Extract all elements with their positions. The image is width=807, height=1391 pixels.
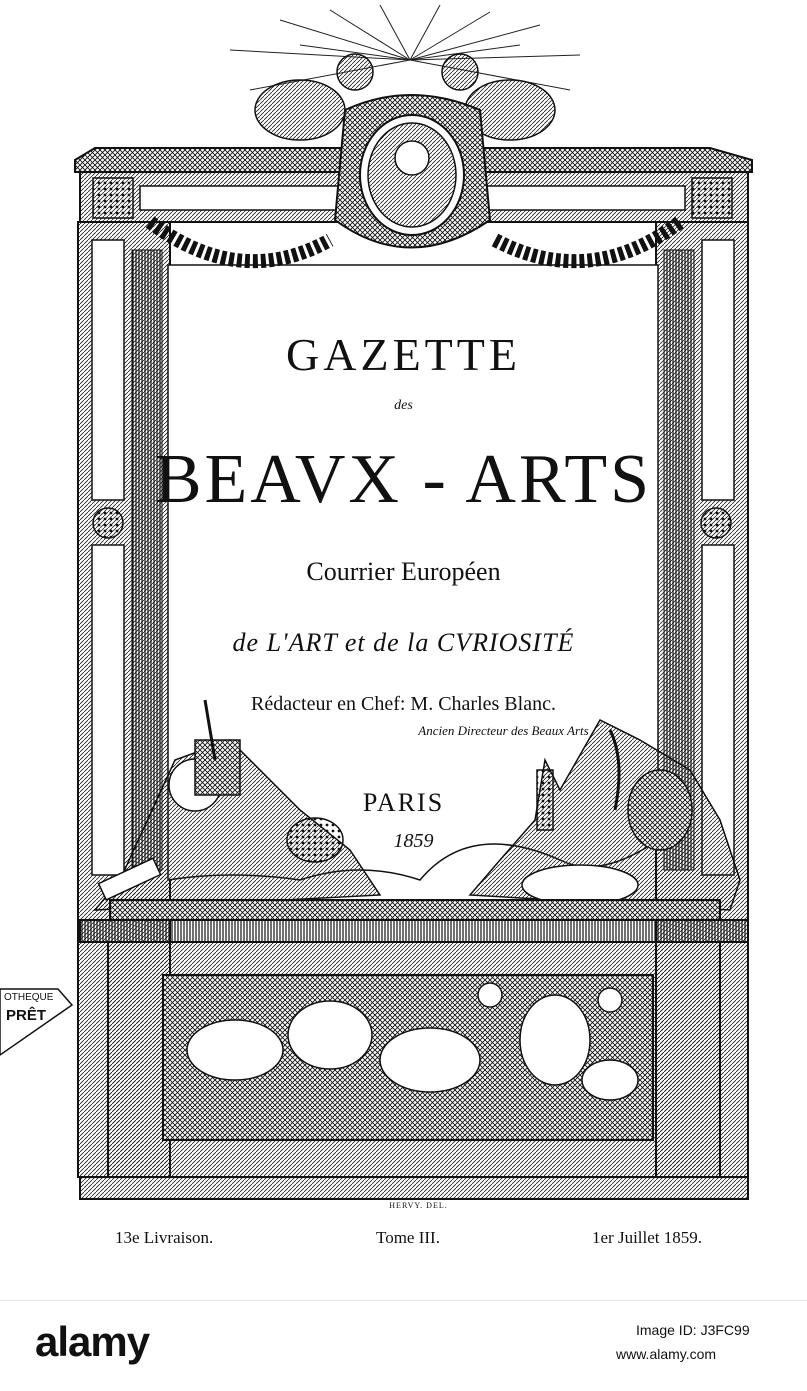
city: PARIS bbox=[362, 788, 445, 817]
site-url[interactable]: www.alamy.com bbox=[616, 1346, 717, 1362]
engraver-credit: HERVY. DEL. bbox=[389, 1201, 448, 1210]
library-stamp bbox=[0, 985, 76, 1065]
alamy-logo[interactable]: alamy bbox=[35, 1318, 150, 1365]
portrait-medallion bbox=[335, 95, 490, 248]
year: 1859 bbox=[393, 830, 434, 852]
title-gazette: GAZETTE bbox=[286, 329, 521, 380]
issue-number: 13e Livraison. bbox=[115, 1228, 214, 1247]
volume-number: Tome III. bbox=[376, 1228, 440, 1247]
image-id-label: Image ID: J3FC99 bbox=[636, 1322, 750, 1338]
editor-note: Ancien Directeur des Beaux Arts bbox=[418, 723, 589, 738]
title-des: des bbox=[394, 398, 413, 413]
subtitle-courrier: Courrier Européen bbox=[306, 557, 501, 586]
issue-date: 1er Juillet 1859. bbox=[592, 1228, 703, 1247]
sunburst bbox=[230, 5, 580, 90]
stamp-line2: PRÊT bbox=[6, 1007, 47, 1024]
subtitle-art-curiosite: de L'ART et de la CVRIOSITÉ bbox=[232, 628, 575, 657]
title-beaux-arts: BEAVX - ARTS bbox=[154, 441, 653, 518]
editor-line: Rédacteur en Chef: M. Charles Blanc. bbox=[251, 693, 556, 715]
stamp-line1: OTHEQUE bbox=[4, 992, 54, 1003]
